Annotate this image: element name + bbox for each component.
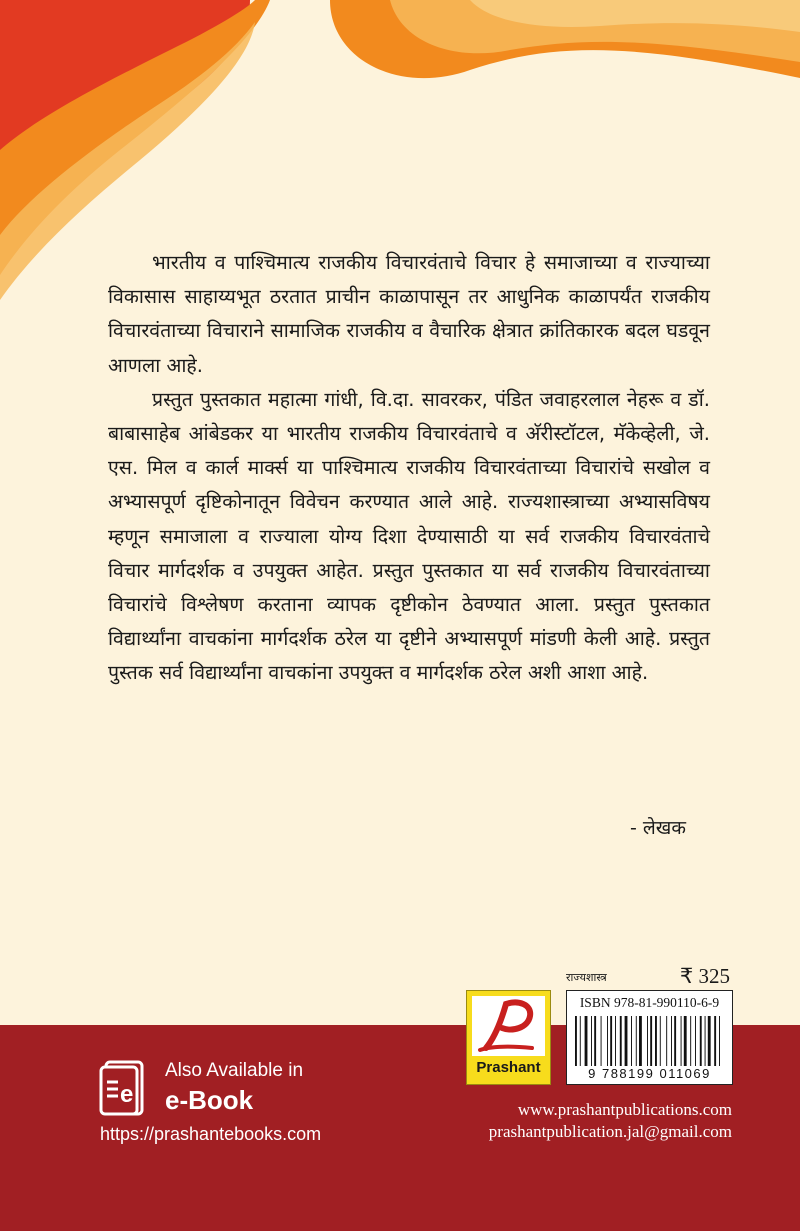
publisher-website[interactable]: www.prashantpublications.com <box>517 1100 732 1119</box>
ebook-availability-label: Also Available in <box>165 1060 304 1081</box>
barcode-digits: 9 788199 011069 <box>588 1066 711 1081</box>
blurb-paragraph-2: प्रस्तुत पुस्तकात महात्मा गांधी, वि.दा. सावरकर, पंडित जवाहरलाल नेहरू व डॉ. बाबासाहेब आंबेडकर या भारतीय राजकीय विचारवंताचे व अ‍ॅरीस्टॉटल, मॅकेव्हेली, जे. एस. मिल व कार्ल मार्क्स या पाश्चिमात्य राजकीय विचारवंताच्या विचारांचे सखोल व अभ्यासपूर्ण दृष्टिकोनातून विवेचन करण्यात आले आहे. राज्यशास्त्राच्या अभ्यासविषय म्हणून समाजाला व राज्याला योग्य दिशा देण्यासाठी या सर्व राजकीय विचारवंताचे विचार मार्गदर्शक व उपयुक्त आहेत. प्रस्तुत पुस्तकात या सर्व राजकीय विचारवंताच्या विचारांचे विश्लेषण करताना व्यापक दृष्टीकोन ठेवण्यात आला. प्रस्तुत पुस्तकात विद्यार्थ्यांना वाचकांना मार्गदर्शक ठरेल या दृष्टीने अभ्यासपूर्ण मांडणी केली आहे. प्रस्तुत पुस्तक सर्व विद्यार्थ्यांना वाचकांना उपयुक्त व मार्गदर्शक ठरेल अशी आशा आहे. <box>108 387 710 685</box>
publisher-email[interactable]: prashantpublication.jal@gmail.com <box>488 1122 732 1141</box>
ebook-icon <box>98 1058 150 1118</box>
blurb-text <box>108 246 710 691</box>
logo-emblem <box>472 996 545 1056</box>
barcode <box>575 1016 725 1066</box>
isbn-block <box>566 990 733 1085</box>
logo-p-icon <box>472 996 545 1056</box>
isbn-number: ISBN 978-81-990110-6-9 <box>579 995 720 1010</box>
subject-label: राज्यशास्त्र <box>566 971 607 984</box>
publisher-logo <box>466 990 551 1085</box>
publisher-name: Prashant <box>476 1059 541 1076</box>
author-signature: - लेखक <box>630 817 686 839</box>
ebook-link[interactable]: https://prashantebooks.com <box>100 1124 322 1144</box>
ebook-title: e-Book <box>165 1085 254 1115</box>
svg-text:e: e <box>120 1081 134 1108</box>
blurb-paragraph-1: भारतीय व पाश्चिमात्य राजकीय विचारवंताचे विचार हे समाजाच्या व राज्याच्या विकासास साहाय्यभूत ठरतात प्राचीन काळापासून तर आधुनिक काळापर्यंत राजकीय विचारवंताच्या विचाराने सामाजिक राजकीय व वैचारिक क्षेत्रात क्रांतिकारक बदल घडवून आणला आहे. <box>108 251 710 377</box>
price: ₹ 325 <box>679 964 730 988</box>
